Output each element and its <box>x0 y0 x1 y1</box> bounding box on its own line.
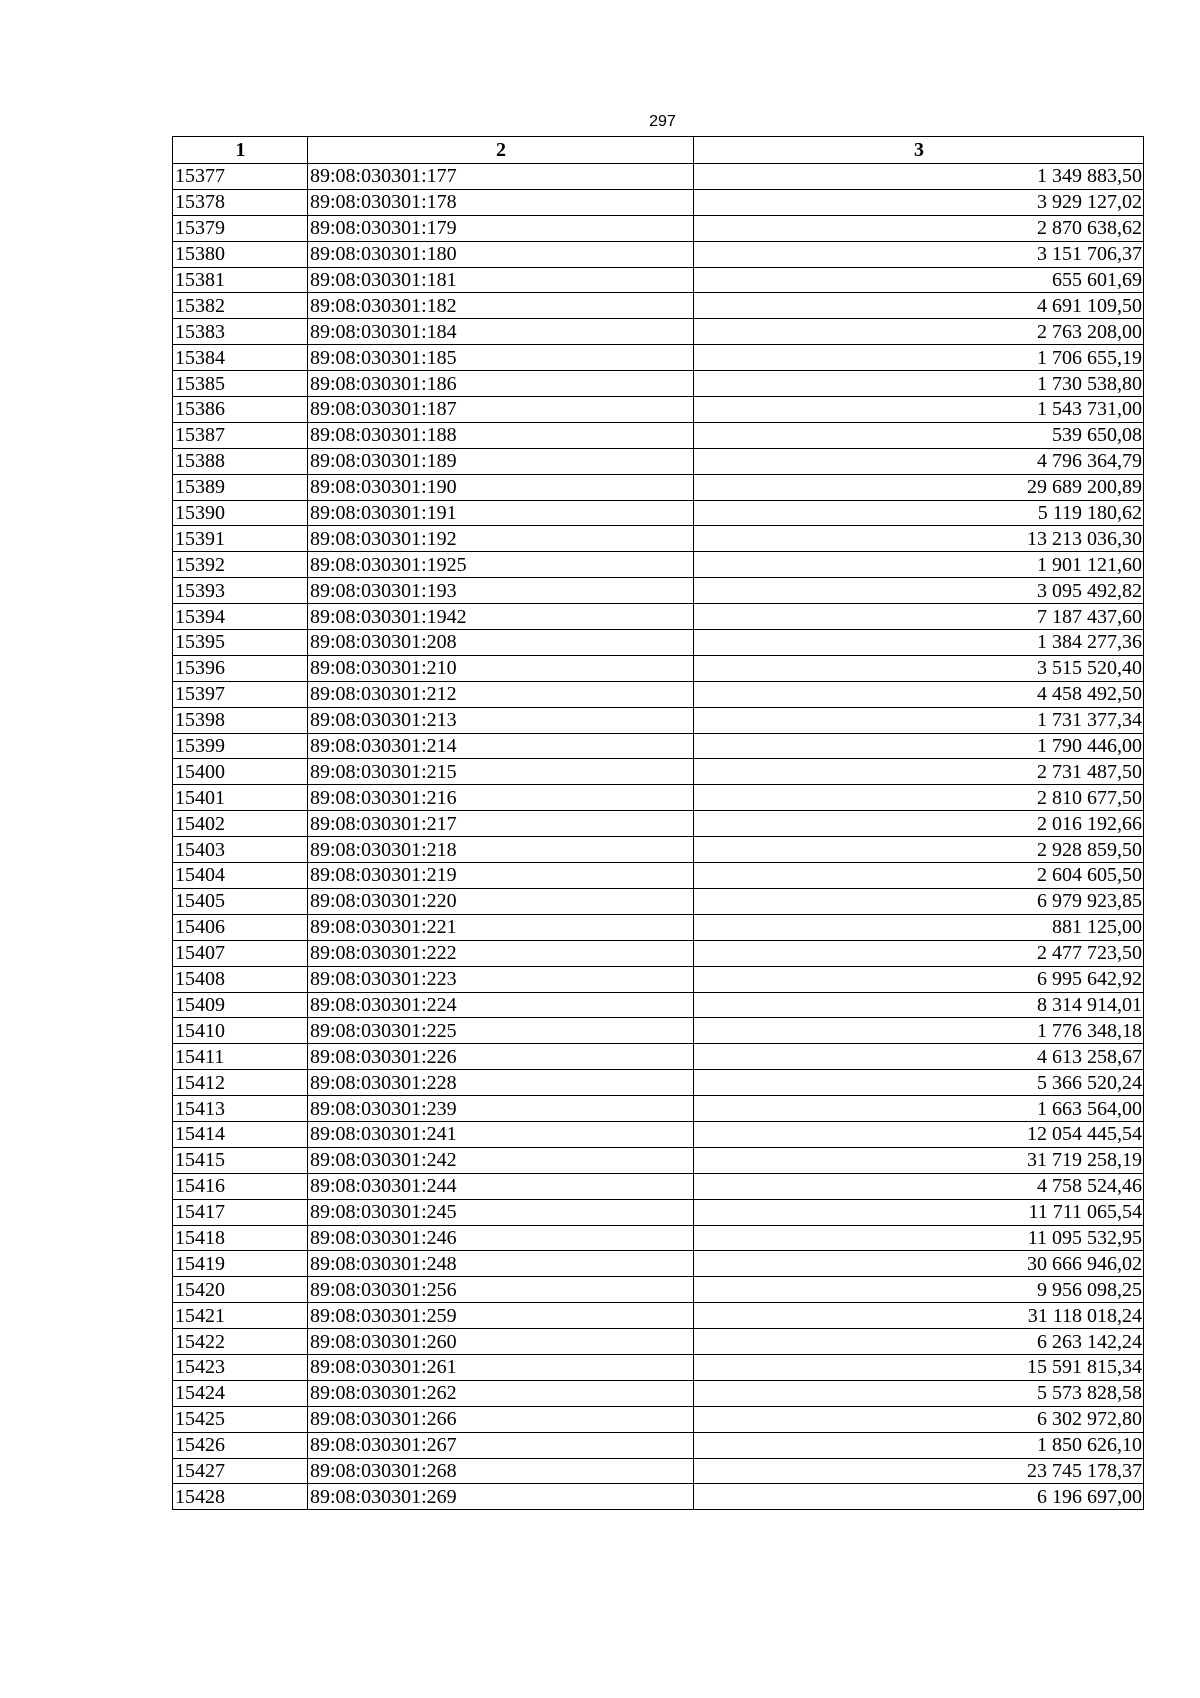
table-row <box>173 164 1144 190</box>
row-number: 15427 <box>173 1458 308 1484</box>
cadastral-number: 89:08:030301:208 <box>308 630 694 656</box>
row-number: 15394 <box>173 604 308 630</box>
row-number: 15419 <box>173 1251 308 1277</box>
cadastral-value: 1 663 564,00 <box>694 1096 1144 1122</box>
table-row <box>173 707 1144 733</box>
cadastral-value: 2 604 605,50 <box>694 863 1144 889</box>
table-row <box>173 267 1144 293</box>
table-row <box>173 759 1144 785</box>
cadastral-value: 3 929 127,02 <box>694 189 1144 215</box>
row-number: 15405 <box>173 888 308 914</box>
table-row <box>173 1380 1144 1406</box>
cadastral-value: 2 763 208,00 <box>694 319 1144 345</box>
cadastral-number: 89:08:030301:245 <box>308 1199 694 1225</box>
cadastral-value: 3 515 520,40 <box>694 655 1144 681</box>
table-row <box>173 888 1144 914</box>
cadastral-value: 4 458 492,50 <box>694 681 1144 707</box>
cadastral-value: 3 095 492,82 <box>694 578 1144 604</box>
table-row <box>173 1458 1144 1484</box>
table-row <box>173 1354 1144 1380</box>
cadastral-number: 89:08:030301:226 <box>308 1044 694 1070</box>
cadastral-number: 89:08:030301:268 <box>308 1458 694 1484</box>
cadastral-value: 1 730 538,80 <box>694 371 1144 397</box>
cadastral-number: 89:08:030301:192 <box>308 526 694 552</box>
cadastral-number: 89:08:030301:246 <box>308 1225 694 1251</box>
cadastral-value: 1 384 277,36 <box>694 630 1144 656</box>
cadastral-number: 89:08:030301:228 <box>308 1070 694 1096</box>
cadastral-number: 89:08:030301:186 <box>308 371 694 397</box>
table-row <box>173 604 1144 630</box>
cadastral-number: 89:08:030301:1942 <box>308 604 694 630</box>
cadastral-value: 29 689 200,89 <box>694 474 1144 500</box>
table-row <box>173 1018 1144 1044</box>
table-row <box>173 785 1144 811</box>
cadastral-number: 89:08:030301:215 <box>308 759 694 785</box>
table-row <box>173 1251 1144 1277</box>
cadastral-number: 89:08:030301:224 <box>308 992 694 1018</box>
cadastral-value: 7 187 437,60 <box>694 604 1144 630</box>
table-row <box>173 992 1144 1018</box>
row-number: 15387 <box>173 422 308 448</box>
row-number: 15400 <box>173 759 308 785</box>
table-row <box>173 215 1144 241</box>
cadastral-value: 1 850 626,10 <box>694 1432 1144 1458</box>
row-number: 15395 <box>173 630 308 656</box>
cadastral-value: 2 731 487,50 <box>694 759 1144 785</box>
cadastral-value: 5 366 520,24 <box>694 1070 1144 1096</box>
cadastral-number: 89:08:030301:189 <box>308 448 694 474</box>
cadastral-number: 89:08:030301:212 <box>308 681 694 707</box>
cadastral-number: 89:08:030301:241 <box>308 1121 694 1147</box>
cadastral-value: 6 995 642,92 <box>694 966 1144 992</box>
cadastral-value: 2 016 192,66 <box>694 811 1144 837</box>
table-row <box>173 293 1144 319</box>
row-number: 15388 <box>173 448 308 474</box>
cadastral-value: 4 613 258,67 <box>694 1044 1144 1070</box>
cadastral-value: 6 263 142,24 <box>694 1329 1144 1355</box>
table-row <box>173 811 1144 837</box>
table-row <box>173 189 1144 215</box>
row-number: 15408 <box>173 966 308 992</box>
cadastral-number: 89:08:030301:1925 <box>308 552 694 578</box>
cadastral-value: 4 691 109,50 <box>694 293 1144 319</box>
cadastral-number: 89:08:030301:193 <box>308 578 694 604</box>
table-row <box>173 1329 1144 1355</box>
cadastral-number: 89:08:030301:179 <box>308 215 694 241</box>
cadastral-value: 4 758 524,46 <box>694 1173 1144 1199</box>
cadastral-number: 89:08:030301:216 <box>308 785 694 811</box>
cadastral-number: 89:08:030301:185 <box>308 345 694 371</box>
table-row <box>173 578 1144 604</box>
table-row <box>173 241 1144 267</box>
cadastral-number: 89:08:030301:269 <box>308 1484 694 1510</box>
cadastral-number: 89:08:030301:184 <box>308 319 694 345</box>
row-number: 15418 <box>173 1225 308 1251</box>
cadastral-value: 2 810 677,50 <box>694 785 1144 811</box>
table-row <box>173 371 1144 397</box>
table-body <box>173 164 1144 1510</box>
cadastral-value: 1 706 655,19 <box>694 345 1144 371</box>
row-number: 15422 <box>173 1329 308 1355</box>
table-row <box>173 630 1144 656</box>
cadastral-number: 89:08:030301:182 <box>308 293 694 319</box>
table-row <box>173 526 1144 552</box>
cadastral-number: 89:08:030301:191 <box>308 500 694 526</box>
cadastral-number: 89:08:030301:223 <box>308 966 694 992</box>
row-number: 15412 <box>173 1070 308 1096</box>
cadastral-value: 2 477 723,50 <box>694 940 1144 966</box>
table-row <box>173 1199 1144 1225</box>
table-header <box>173 137 1144 164</box>
cadastral-number: 89:08:030301:242 <box>308 1147 694 1173</box>
row-number: 15428 <box>173 1484 308 1510</box>
cadastral-value: 12 054 445,54 <box>694 1121 1144 1147</box>
cadastral-number: 89:08:030301:219 <box>308 863 694 889</box>
row-number: 15411 <box>173 1044 308 1070</box>
row-number: 15402 <box>173 811 308 837</box>
cadastral-value: 30 666 946,02 <box>694 1251 1144 1277</box>
cadastral-number: 89:08:030301:256 <box>308 1277 694 1303</box>
table-row <box>173 1406 1144 1432</box>
table-row <box>173 552 1144 578</box>
column-header-2: 2 <box>308 137 694 164</box>
cadastral-number: 89:08:030301:178 <box>308 189 694 215</box>
table-row <box>173 1147 1144 1173</box>
row-number: 15378 <box>173 189 308 215</box>
table-row <box>173 1121 1144 1147</box>
cadastral-number: 89:08:030301:221 <box>308 914 694 940</box>
cadastral-value: 1 776 348,18 <box>694 1018 1144 1044</box>
row-number: 15425 <box>173 1406 308 1432</box>
cadastral-value: 3 151 706,37 <box>694 241 1144 267</box>
row-number: 15377 <box>173 164 308 190</box>
row-number: 15417 <box>173 1199 308 1225</box>
cadastral-value: 5 573 828,58 <box>694 1380 1144 1406</box>
table-row <box>173 422 1144 448</box>
cadastral-number: 89:08:030301:261 <box>308 1354 694 1380</box>
column-header-1: 1 <box>173 137 308 164</box>
row-number: 15393 <box>173 578 308 604</box>
table-row <box>173 500 1144 526</box>
table-row <box>173 1096 1144 1122</box>
row-number: 15413 <box>173 1096 308 1122</box>
cadastral-value: 1 731 377,34 <box>694 707 1144 733</box>
column-header-3: 3 <box>694 137 1144 164</box>
cadastral-value: 1 349 883,50 <box>694 164 1144 190</box>
row-number: 15421 <box>173 1303 308 1329</box>
row-number: 15383 <box>173 319 308 345</box>
cadastral-value: 1 790 446,00 <box>694 733 1144 759</box>
cadastral-value: 6 979 923,85 <box>694 888 1144 914</box>
cadastral-number: 89:08:030301:218 <box>308 837 694 863</box>
table-row <box>173 397 1144 423</box>
cadastral-value: 1 901 121,60 <box>694 552 1144 578</box>
cadastral-value: 31 118 018,24 <box>694 1303 1144 1329</box>
table-row <box>173 733 1144 759</box>
table-row <box>173 319 1144 345</box>
row-number: 15382 <box>173 293 308 319</box>
table-row <box>173 1070 1144 1096</box>
cadastral-value: 5 119 180,62 <box>694 500 1144 526</box>
table-row <box>173 1277 1144 1303</box>
row-number: 15379 <box>173 215 308 241</box>
row-number: 15414 <box>173 1121 308 1147</box>
cadastral-value: 2 928 859,50 <box>694 837 1144 863</box>
row-number: 15407 <box>173 940 308 966</box>
cadastral-value: 2 870 638,62 <box>694 215 1144 241</box>
row-number: 15424 <box>173 1380 308 1406</box>
table-row <box>173 863 1144 889</box>
row-number: 15384 <box>173 345 308 371</box>
row-number: 15390 <box>173 500 308 526</box>
cadastral-number: 89:08:030301:220 <box>308 888 694 914</box>
cadastral-value-table <box>172 136 1144 1510</box>
table-row <box>173 1303 1144 1329</box>
row-number: 15380 <box>173 241 308 267</box>
cadastral-value: 539 650,08 <box>694 422 1144 448</box>
cadastral-value: 11 095 532,95 <box>694 1225 1144 1251</box>
row-number: 15381 <box>173 267 308 293</box>
header-row <box>173 137 1144 164</box>
cadastral-number: 89:08:030301:262 <box>308 1380 694 1406</box>
table-row <box>173 1432 1144 1458</box>
table-row <box>173 655 1144 681</box>
cadastral-number: 89:08:030301:187 <box>308 397 694 423</box>
page-number: 297 <box>649 113 676 130</box>
cadastral-number: 89:08:030301:244 <box>308 1173 694 1199</box>
row-number: 15385 <box>173 371 308 397</box>
row-number: 15398 <box>173 707 308 733</box>
table-row <box>173 837 1144 863</box>
row-number: 15401 <box>173 785 308 811</box>
row-number: 15406 <box>173 914 308 940</box>
cadastral-number: 89:08:030301:266 <box>308 1406 694 1432</box>
cadastral-number: 89:08:030301:181 <box>308 267 694 293</box>
row-number: 15415 <box>173 1147 308 1173</box>
cadastral-value: 31 719 258,19 <box>694 1147 1144 1173</box>
cadastral-value: 881 125,00 <box>694 914 1144 940</box>
row-number: 15420 <box>173 1277 308 1303</box>
table-row <box>173 1173 1144 1199</box>
row-number: 15410 <box>173 1018 308 1044</box>
row-number: 15391 <box>173 526 308 552</box>
cadastral-number: 89:08:030301:180 <box>308 241 694 267</box>
row-number: 15423 <box>173 1354 308 1380</box>
row-number: 15392 <box>173 552 308 578</box>
cadastral-value: 13 213 036,30 <box>694 526 1144 552</box>
row-number: 15396 <box>173 655 308 681</box>
table-row <box>173 1225 1144 1251</box>
table-row <box>173 940 1144 966</box>
cadastral-number: 89:08:030301:239 <box>308 1096 694 1122</box>
row-number: 15416 <box>173 1173 308 1199</box>
cadastral-value: 6 302 972,80 <box>694 1406 1144 1432</box>
cadastral-number: 89:08:030301:177 <box>308 164 694 190</box>
cadastral-value: 655 601,69 <box>694 267 1144 293</box>
table-row <box>173 345 1144 371</box>
table-row <box>173 474 1144 500</box>
row-number: 15389 <box>173 474 308 500</box>
cadastral-value: 9 956 098,25 <box>694 1277 1144 1303</box>
cadastral-number: 89:08:030301:213 <box>308 707 694 733</box>
cadastral-number: 89:08:030301:217 <box>308 811 694 837</box>
cadastral-value: 15 591 815,34 <box>694 1354 1144 1380</box>
cadastral-value: 6 196 697,00 <box>694 1484 1144 1510</box>
cadastral-value: 11 711 065,54 <box>694 1199 1144 1225</box>
cadastral-number: 89:08:030301:259 <box>308 1303 694 1329</box>
row-number: 15403 <box>173 837 308 863</box>
cadastral-number: 89:08:030301:188 <box>308 422 694 448</box>
cadastral-number: 89:08:030301:225 <box>308 1018 694 1044</box>
cadastral-number: 89:08:030301:222 <box>308 940 694 966</box>
cadastral-number: 89:08:030301:248 <box>308 1251 694 1277</box>
row-number: 15386 <box>173 397 308 423</box>
cadastral-value: 8 314 914,01 <box>694 992 1144 1018</box>
cadastral-number: 89:08:030301:260 <box>308 1329 694 1355</box>
cadastral-value: 4 796 364,79 <box>694 448 1144 474</box>
table-row <box>173 681 1144 707</box>
cadastral-number: 89:08:030301:210 <box>308 655 694 681</box>
cadastral-number: 89:08:030301:190 <box>308 474 694 500</box>
row-number: 15399 <box>173 733 308 759</box>
table-row <box>173 1484 1144 1510</box>
row-number: 15397 <box>173 681 308 707</box>
cadastral-number: 89:08:030301:214 <box>308 733 694 759</box>
table-row <box>173 1044 1144 1070</box>
table-row <box>173 966 1144 992</box>
cadastral-value: 23 745 178,37 <box>694 1458 1144 1484</box>
row-number: 15409 <box>173 992 308 1018</box>
row-number: 15404 <box>173 863 308 889</box>
table-row <box>173 914 1144 940</box>
table-row <box>173 448 1144 474</box>
row-number: 15426 <box>173 1432 308 1458</box>
cadastral-number: 89:08:030301:267 <box>308 1432 694 1458</box>
cadastral-value: 1 543 731,00 <box>694 397 1144 423</box>
